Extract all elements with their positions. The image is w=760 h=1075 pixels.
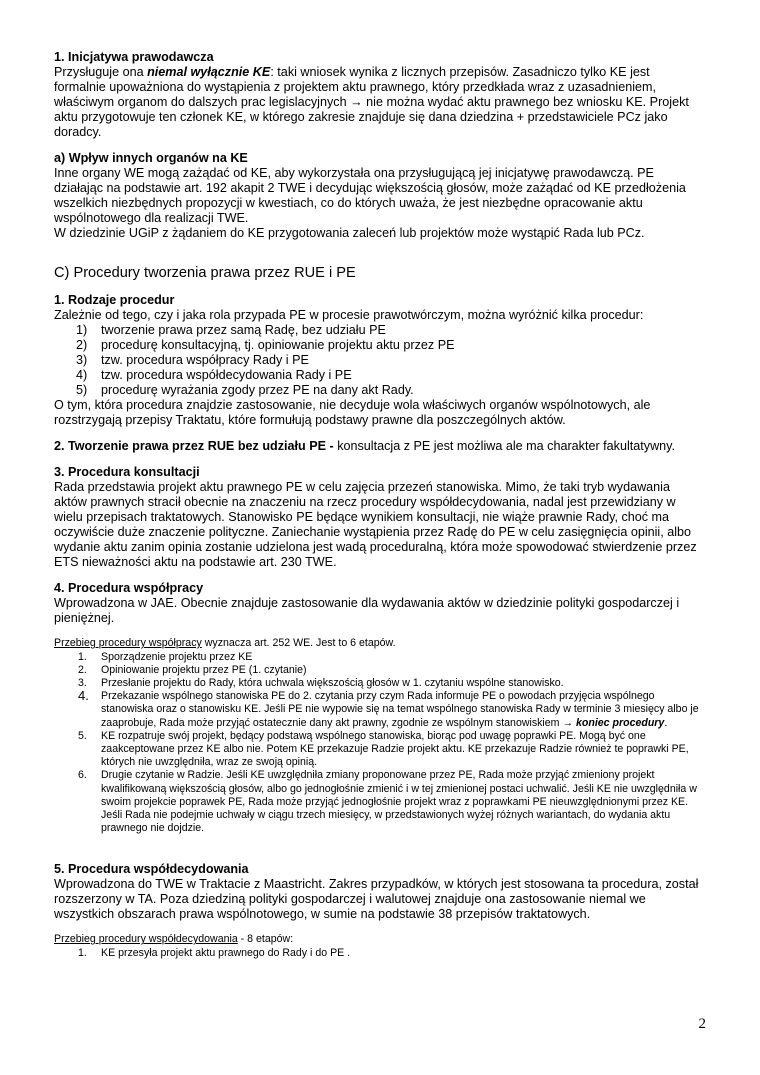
section-heading-rodzaje: 1. Rodzaje procedur <box>54 293 175 307</box>
page-number: 2 <box>698 1016 706 1032</box>
paragraph-inicjatywa: Przysługuje ona niemal wyłącznie KE: taki wniosek wynika z licznych przepisów. Zasadniczo tylko KE jest formalnie upoważniona do wystąpienia z projektem aktu prawnego, który przedkłada wraz z uzasadnieniem, właściwym organom do dalszych prac legislacyjnych → nie można wydać aktu prawnego bez wniosku KE. Projekt aktu przygotowuje ten członek KE, w którego zakresie znajduje się dana dziedzina + przedstawiciele PCz jako doradcy. <box>54 65 689 139</box>
list-item: 1. KE przesyła projekt aktu prawnego do Rady i do PE . <box>78 946 351 959</box>
section-heading-wspoldecydowanie: 5. Procedura współdecydowania <box>54 862 249 877</box>
list-item: 4. Przekazanie wspólnego stanowiska PE do 2. czytania przy czym Rada informuje PE o powodach przyjęcia wspólnego stanowiska oraz o stanowisku KE. Jeśli PE nie wypowie się na temat wspólnego stanowiska Rady w terminie 3 miesięcy albo je zaaprobuje, Rada może przyjąć ostatecznie dany akt prawny, zgodnie ze wspólnym stanowiskiem → koniec procedury. <box>78 688 699 729</box>
list-item: 4) tzw. procedura współdecydowania Rady i PE <box>76 368 352 382</box>
section-heading-inicjatywa: 1. Inicjatywa prawodawcza <box>54 50 214 64</box>
codecision-steps-list <box>54 947 702 960</box>
section-heading-wplyw: a) Wpływ innych organów na KE <box>54 151 248 165</box>
list-item: 3. Przesłanie projektu do Rady, która uchwala większością głosów w 1. czytaniu wspólne stanowisko. <box>78 676 564 689</box>
list-item: 2) procedurę konsultacyjną, tj. opiniowanie projektu aktu przez PE <box>76 338 455 352</box>
list-item: 2. Opiniowanie projektu przez PE (1. czytanie) <box>78 663 307 676</box>
paragraph-bez-udzialu-pe: 2. Tworzenie prawa przez RUE bez udziału PE - konsultacja z PE jest możliwa ale ma charakter fakultatywny. <box>54 439 676 453</box>
paragraph-wplyw: Inne organy WE mogą zażądać od KE, aby wykorzystała ona przysługującą jej inicjatywę prawodawczą. PE działając na podstawie art. 192 akapit 2 TWE i decydując większością głosów, może zażądać od KE przedłożenia wszelkich niezbędnych propozycji w kwestiach, co do których uważa, że jest niezbędne opracowanie aktu wspólnotowego dla realizacji TWE. <box>54 166 686 225</box>
list-item: 5. KE rozpatruje swój projekt, będący podstawą wspólnego stanowiska, biorąc pod uwagę poprawki PE. Mogą być one zaakceptowane przez KE albo nie. Potem KE przekazuje Radzie projekt aktu. KE przekazuje Radzie również te poprawki PE, których nie uwzględniła, wraz ze swoją opinią. <box>78 729 689 769</box>
document-page <box>54 50 702 960</box>
list-item: 1) tworzenie prawa przez samą Radę, bez udziału PE <box>76 323 386 337</box>
paragraph-ugip: W dziedzinie UGiP z żądaniem do KE przygotowania zaleceń lub projektów może wystąpić Rada lub PCz. <box>54 226 645 240</box>
list-item: 1. Sporządzenie projektu przez KE <box>78 650 253 663</box>
section-heading-konsultacja: 3. Procedura konsultacji <box>54 465 200 479</box>
paragraph-rodzaje-outro: O tym, która procedura znajdzie zastosowanie, nie decyduje wola właściwych organów wspólnotowych, ale rozstrzygają przepisy Traktatu, które formułują podstawy prawne dla poszczególnych aktów. <box>54 398 651 427</box>
procedure-types-list <box>54 323 702 398</box>
list-item: 3) tzw. procedura współpracy Rady i PE <box>76 353 309 367</box>
paragraph-konsultacja: Rada przedstawia projekt aktu prawnego PE w celu zajęcia przezeń stanowiska. Mimo, że taki tryb wydawania aktów prawnych stracił obecnie na znaczeniu na rzecz procedury współdecydowania, nadal jest przewidziany w wielu przepisach traktatowych. Stanowisko PE będące wynikiem konsultacji, nie wiąże prawnie Rady, choć ma oczywiście duże znaczenie polityczne. Zaniechanie wystąpienia przez Radę do PE w celu zasięgnięcia opinii, albo wydanie aktu zanim opinia zostanie udzielona jest wadą proceduralną, która może spowodować stwierdzenie przez ETS nieważności aktu na podstawie art. 230 TWE. <box>54 480 697 569</box>
paragraph-rodzaje-intro: Zależnie od tego, czy i jaka rola przypada PE w procesie prawotwórczym, można wyróżnić kilka procedur: <box>54 308 644 322</box>
przebieg-wspoldecydowania: Przebieg procedury współdecydowania - 8 etapów: <box>54 933 294 946</box>
cooperation-steps-list <box>54 651 702 836</box>
section-heading-wspolpraca: 4. Procedura współpracy <box>54 581 204 595</box>
paragraph-wspoldecydowanie: Wprowadzona do TWE w Traktacie z Maastricht. Zakres przypadków, w których jest stosowana ta procedura, został rozszerzony w TA. Poza dziedziną polityki gospodarczej i walutowej znajduje ona zastosowanie niemal we wszystkich obszarach prawa wspólnotowego, w sumie na podstawie 38 przepisów traktatowych. <box>54 877 699 922</box>
przebieg-wspolpracy: Przebieg procedury współpracy wyznacza art. 252 WE. Jest to 6 etapów. <box>54 637 396 649</box>
chapter-heading-procedury: C) Procedury tworzenia prawa przez RUE i PE <box>54 265 356 281</box>
paragraph-wspolpraca: Wprowadzona w JAE. Obecnie znajduje zastosowanie dla wydawania aktów w dziedzinie polityki gospodarczej i pieniężnej. <box>54 596 680 625</box>
list-item: 6. Drugie czytanie w Radzie. Jeśli KE uwzględniła zmiany proponowane przez PE, Rada może przyjąć zmieniony projekt kwalifikowaną większością głosów, albo go jednogłośnie zmienić i w tej zmienionej postaci uchwalić. Jeśli KE nie uwzględniła w swoim projekcie poprawek PE, Rada może przyjąć jednogłośnie projekt wraz z poprawkami PE nieuwzględnionymi przez KE. Jeśli Rada nie podejmie uchwały w ciągu trzech miesięcy, w przedstawionych wyżej różnych wariantach, do wydania aktu prawnego nie dojdzie. <box>78 769 697 835</box>
list-item: 5) procedurę wyrażania zgody przez PE na dany akt Rady. <box>76 383 414 397</box>
